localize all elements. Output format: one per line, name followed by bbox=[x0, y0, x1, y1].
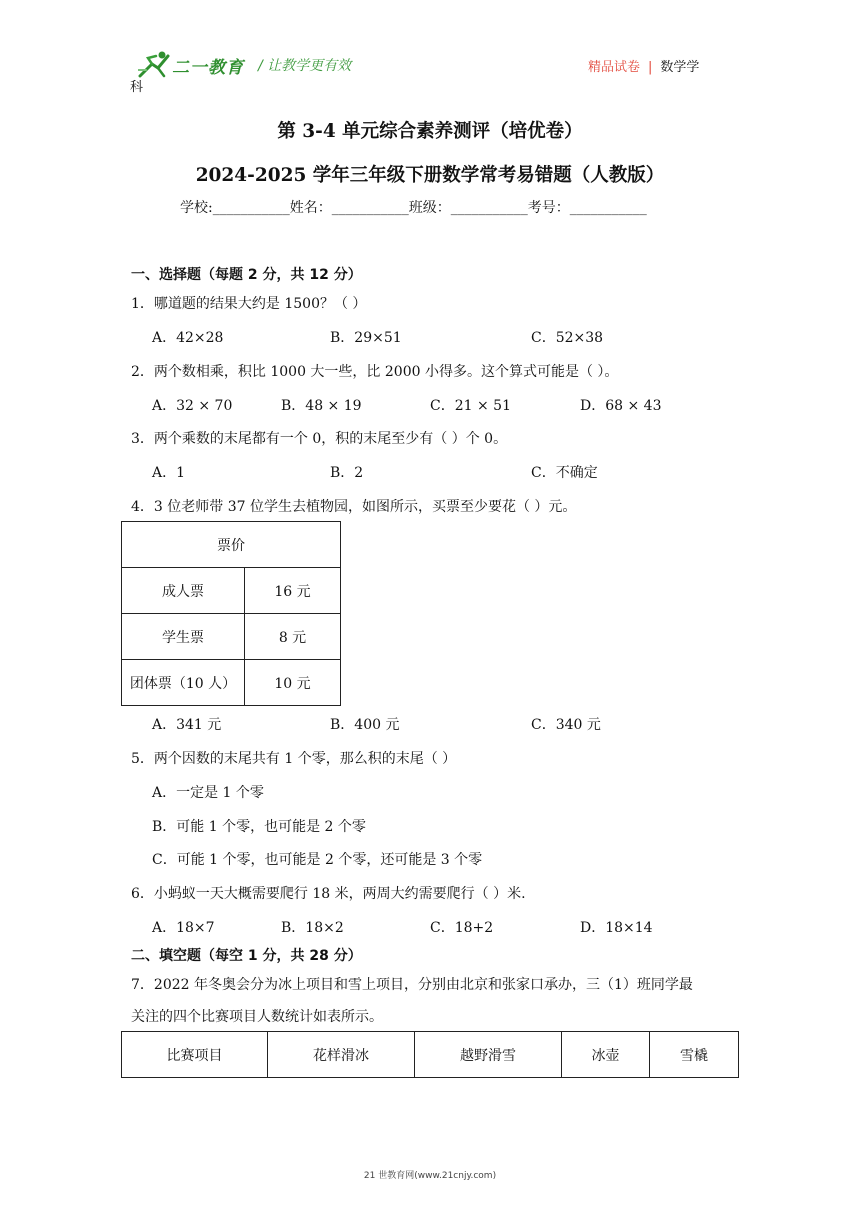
q5-option-b: B．可能 1 个零，也可能是 2 个零 bbox=[152, 819, 366, 835]
header-right bbox=[588, 56, 699, 75]
page-subtitle: 2024-2025 学年三年级下册数学常考易错题（人教版） bbox=[195, 165, 665, 186]
table-cell: 团体票（10 人） bbox=[122, 660, 245, 706]
q1-option-c: C．52×38 bbox=[531, 330, 604, 346]
student-info-line: 学校:___________姓名：___________班级：___________考号：___________ bbox=[180, 200, 647, 216]
table-cell: 8 元 bbox=[245, 614, 341, 660]
table-row bbox=[122, 614, 341, 660]
question-5: 5．两个因数的末尾共有 1 个零，那么积的末尾（ ） bbox=[131, 751, 457, 767]
table-cell: 学生票 bbox=[122, 614, 245, 660]
footer-text: 21 世教育网(www.21cnjy.com) bbox=[363, 1171, 497, 1181]
table-row bbox=[122, 522, 341, 568]
table-row bbox=[122, 660, 341, 706]
table-row bbox=[122, 568, 341, 614]
table-row bbox=[122, 1032, 739, 1078]
question-7-line2: 关注的四个比赛项目人数统计如表所示。 bbox=[131, 1009, 383, 1025]
header-separator: | bbox=[648, 60, 653, 75]
table-cell: 10 元 bbox=[245, 660, 341, 706]
q3-option-b: B．2 bbox=[330, 465, 364, 481]
question-6: 6．小蚂蚁一天大概需要爬行 18 米，两周大约需要爬行（ ）米. bbox=[131, 886, 526, 902]
page-title: 第 3-4 单元综合素养测评（培优卷） bbox=[277, 121, 583, 142]
section-heading-fill: 二、填空题（每空 1 分，共 28 分） bbox=[131, 948, 362, 964]
table-cell: 16 元 bbox=[245, 568, 341, 614]
q5-option-c: C．可能 1 个零，也可能是 2 个零，还可能是 3 个零 bbox=[152, 852, 483, 868]
slogan: / 让教学更有效 bbox=[258, 58, 352, 74]
q6-option-d: D．18×14 bbox=[580, 920, 653, 936]
subject-label: 数学学 bbox=[660, 60, 700, 75]
q3-option-a: A．1 bbox=[152, 465, 186, 481]
table-header-cell: 冰壶 bbox=[562, 1032, 650, 1078]
q6-option-b: B．18×2 bbox=[281, 920, 344, 936]
question-3: 3．两个乘数的末尾都有一个 0，积的末尾至少有（ ）个 0。 bbox=[131, 431, 508, 447]
table-header-cell: 花样滑冰 bbox=[268, 1032, 415, 1078]
question-1: 1．哪道题的结果大约是 1500？（ ） bbox=[131, 296, 367, 312]
q2-option-b: B．48 × 19 bbox=[281, 398, 362, 414]
question-2: 2．两个数相乘，积比 1000 大一些，比 2000 小得多。这个算式可能是（ ）。 bbox=[131, 364, 619, 380]
q2-option-d: D．68 × 43 bbox=[580, 398, 662, 414]
ticket-price-table bbox=[121, 521, 341, 706]
question-4: 4．3 位老师带 37 位学生去植物园，如图所示，买票至少要花（ ）元。 bbox=[131, 499, 577, 515]
q6-option-c: C．18+2 bbox=[430, 920, 494, 936]
q6-option-a: A．18×7 bbox=[152, 920, 215, 936]
q3-option-c: C．不确定 bbox=[531, 465, 598, 481]
question-7-line1: 7．2022 年冬奥会分为冰上项目和雪上项目，分别由北京和张家口承办，三（1）班同学最 bbox=[131, 977, 693, 993]
brand-label: 精品试卷 bbox=[588, 60, 641, 75]
table-header-cell: 越野滑雪 bbox=[415, 1032, 562, 1078]
table-cell: 成人票 bbox=[122, 568, 245, 614]
q5-option-a: A．一定是 1 个零 bbox=[152, 785, 264, 801]
q4-option-c: C．340 元 bbox=[531, 717, 601, 733]
events-table bbox=[121, 1031, 739, 1078]
table-header-cell: 票价 bbox=[122, 522, 341, 568]
q1-option-b: B．29×51 bbox=[330, 330, 402, 346]
q4-option-a: A．341 元 bbox=[152, 717, 222, 733]
table-header-cell: 雪橇 bbox=[650, 1032, 739, 1078]
logo-text: 二一教育 bbox=[172, 58, 244, 78]
subject-label-wrap: 科 bbox=[130, 80, 144, 95]
q2-option-c: C．21 × 51 bbox=[430, 398, 511, 414]
section-heading-choice: 一、选择题（每题 2 分，共 12 分） bbox=[131, 267, 362, 283]
q2-option-a: A．32 × 70 bbox=[152, 398, 233, 414]
q4-option-b: B．400 元 bbox=[330, 717, 400, 733]
table-header-cell: 比赛项目 bbox=[122, 1032, 268, 1078]
q1-option-a: A．42×28 bbox=[152, 330, 224, 346]
